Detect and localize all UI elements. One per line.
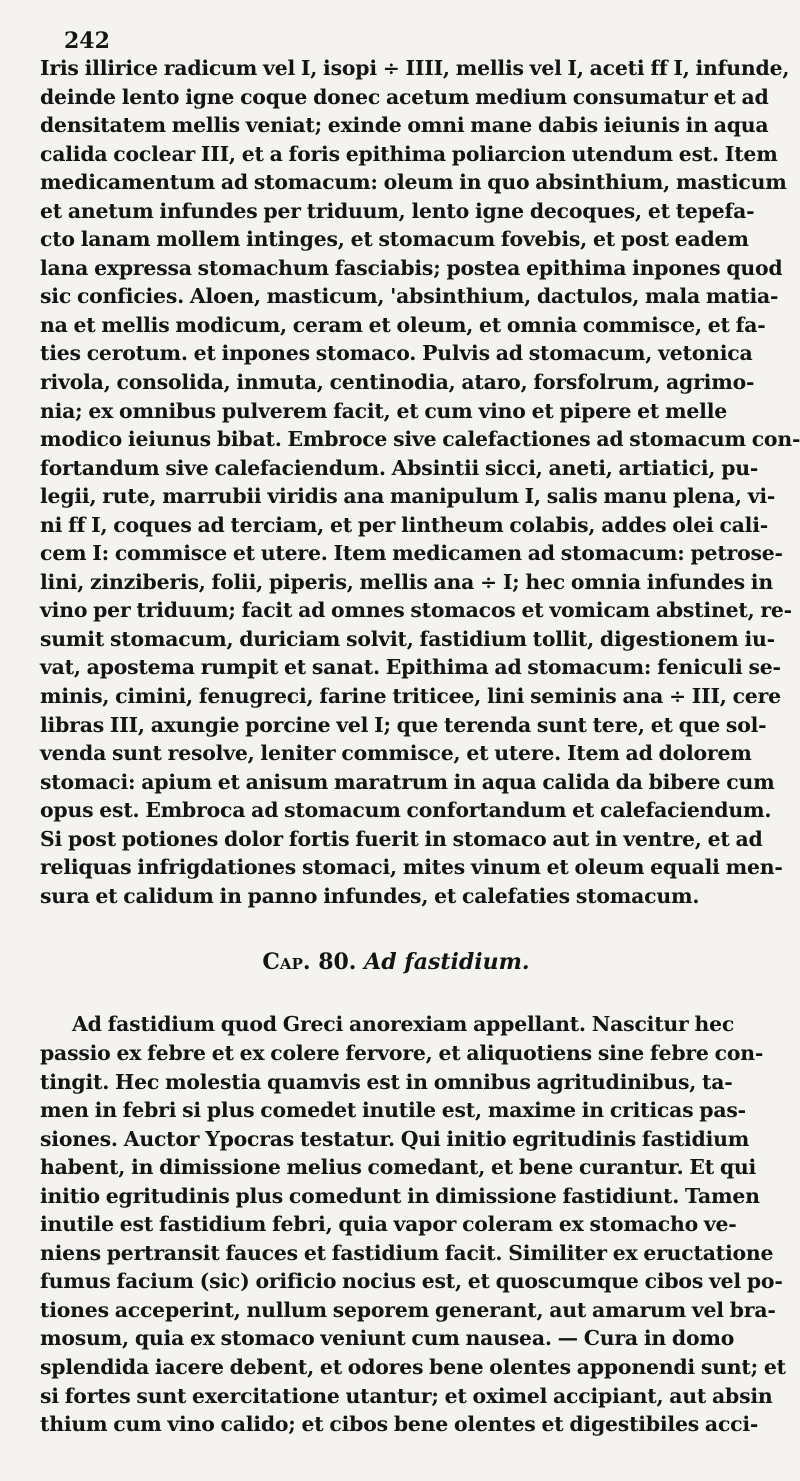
- text-line: calida coclear III, et a foris epithima poliarcion utendum est. Item: [40, 141, 778, 166]
- page-number: 242: [64, 28, 110, 54]
- text-line: Si post potiones dolor fortis fuerit in stomaco aut in ventre, et ad: [40, 826, 763, 851]
- text-line: sumit stomacum, duriciam solvit, fastidium tollit, digestionem iu-: [40, 626, 775, 651]
- text-line: nia; ex omnibus pulverem facit, et cum vino et pipere et melle: [40, 398, 728, 423]
- text-line: vino per triduum; facit ad omnes stomacos et vomicam abstinet, re-: [40, 598, 792, 623]
- text-line: legii, rute, marrubii viridis ana manipulum I, salis manu plena, vi-: [40, 484, 776, 509]
- text-line: initio egritudinis plus comedunt in dimissione fastidiunt. Tamen: [40, 1183, 760, 1208]
- text-line: si fortes sunt exercitatione utantur; et oximel accipiant, aut absin: [40, 1383, 773, 1408]
- paragraph-fastidium: [40, 1010, 786, 1438]
- text-line: habent, in dimissione melius comedant, et bene curantur. Et qui: [40, 1155, 757, 1180]
- text-line: lana expressa stomachum fasciabis; postea epithima inpones quod: [40, 255, 783, 280]
- text-line: stomaci: apium et anisum maratrum in aqua calida da bibere cum: [40, 769, 775, 794]
- text-line: cto lanam mollem intinges, et stomacum fovebis, et post eadem: [40, 227, 749, 252]
- text-line: fortandum sive calefaciendum. Absintii sicci, aneti, artiatici, pu-: [40, 455, 759, 480]
- text-line: niens pertransit fauces et fastidium facit. Similiter ex eructatione: [40, 1240, 774, 1265]
- text-line: minis, cimini, fenugreci, farine triticee, lini seminis ana ÷ III, cere: [40, 684, 781, 709]
- text-line: opus est. Embroca ad stomacum confortandum et calefaciendum.: [40, 798, 772, 823]
- text-line: tiones acceperint, nullum seporem generant, aut amarum vel bra-: [40, 1297, 776, 1322]
- text-line: venda sunt resolve, leniter commisce, et utere. Item ad dolorem: [40, 741, 752, 766]
- text-line: modico ieiunus bibat. Embroce sive calefactiones ad stomacum con-: [40, 427, 800, 452]
- text-line: cem I: commisce et utere. Item medicamen ad stomacum: petrose-: [40, 541, 783, 566]
- paragraph-stomach-remedies: [40, 54, 800, 910]
- chapter-label: Cap.: [262, 949, 311, 976]
- text-line: sura et calidum in panno infundes, et calefaties stomacum.: [40, 883, 700, 908]
- text-line: libras III, axungie porcine vel I; que terenda sunt tere, et que sol-: [40, 712, 767, 737]
- text-line: ni ff I, coques ad terciam, et per lintheum colabis, addes olei cali-: [40, 512, 769, 537]
- text-line: ties cerotum. et inpones stomaco. Pulvis ad stomacum, vetonica: [40, 341, 753, 366]
- text-line: Iris illirice radicum vel I, isopi ÷ IIII, mellis vel I, aceti ff I, infunde,: [40, 56, 790, 80]
- text-line: thium cum vino calido; et cibos bene olentes et digestibiles acci-: [40, 1412, 759, 1437]
- text-line: men in febri si plus comedet inutile est, maxime in criticas pas-: [40, 1098, 746, 1123]
- chapter-number: 80.: [318, 949, 357, 976]
- text-line: sic conficies. Aloen, masticum, 'absinthium, dactulos, mala matia-: [40, 284, 779, 309]
- text-line: et anetum infundes per triduum, lento igne decoques, et tepefa-: [40, 198, 755, 223]
- text-line: Ad fastidium quod Greci anorexiam appellant. Nascitur hec: [72, 1012, 735, 1037]
- text-line: deinde lento igne coque donec acetum medium consumatur et ad: [40, 84, 769, 109]
- text-line: fumus facium (sic) orificio nocius est, et quoscumque cibos vel po-: [40, 1269, 783, 1294]
- text-line: lini, zinziberis, folii, piperis, mellis ana ÷ I; hec omnia infundes in: [40, 569, 773, 594]
- text-line: siones. Auctor Ypocras testatur. Qui initio egritudinis fastidium: [40, 1126, 750, 1151]
- text-line: mosum, quia ex stomaco veniunt cum nausea. — Cura in domo: [40, 1326, 735, 1351]
- text-line: tingit. Hec molestia quamvis est in omnibus agritudinibus, ta-: [40, 1069, 733, 1094]
- text-line: splendida iacere debent, et odores bene olentes apponendi sunt; et: [40, 1354, 786, 1379]
- text-line: passio ex febre et ex colere fervore, et aliquotiens sine febre con-: [40, 1040, 764, 1065]
- chapter-heading: [40, 948, 752, 976]
- text-line: na et mellis modicum, ceram et oleum, et omnia commisce, et fa-: [40, 312, 766, 337]
- chapter-title: Ad fastidium.: [364, 949, 530, 976]
- text-line: reliquas infrigdationes stomaci, mites vinum et oleum equali men-: [40, 855, 783, 880]
- text-line: vat, apostema rumpit et sanat. Epithima ad stomacum: feniculi se-: [40, 655, 781, 680]
- text-line: medicamentum ad stomacum: oleum in quo absinthium, masticum: [40, 170, 787, 195]
- text-line: densitatem mellis veniat; exinde omni mane dabis ieiunis in aqua: [40, 113, 769, 138]
- text-line: rivola, consolida, inmuta, centinodia, ataro, forsfolrum, agrimo-: [40, 370, 755, 395]
- text-line: inutile est fastidium febri, quia vapor coleram ex stomacho ve-: [40, 1212, 737, 1237]
